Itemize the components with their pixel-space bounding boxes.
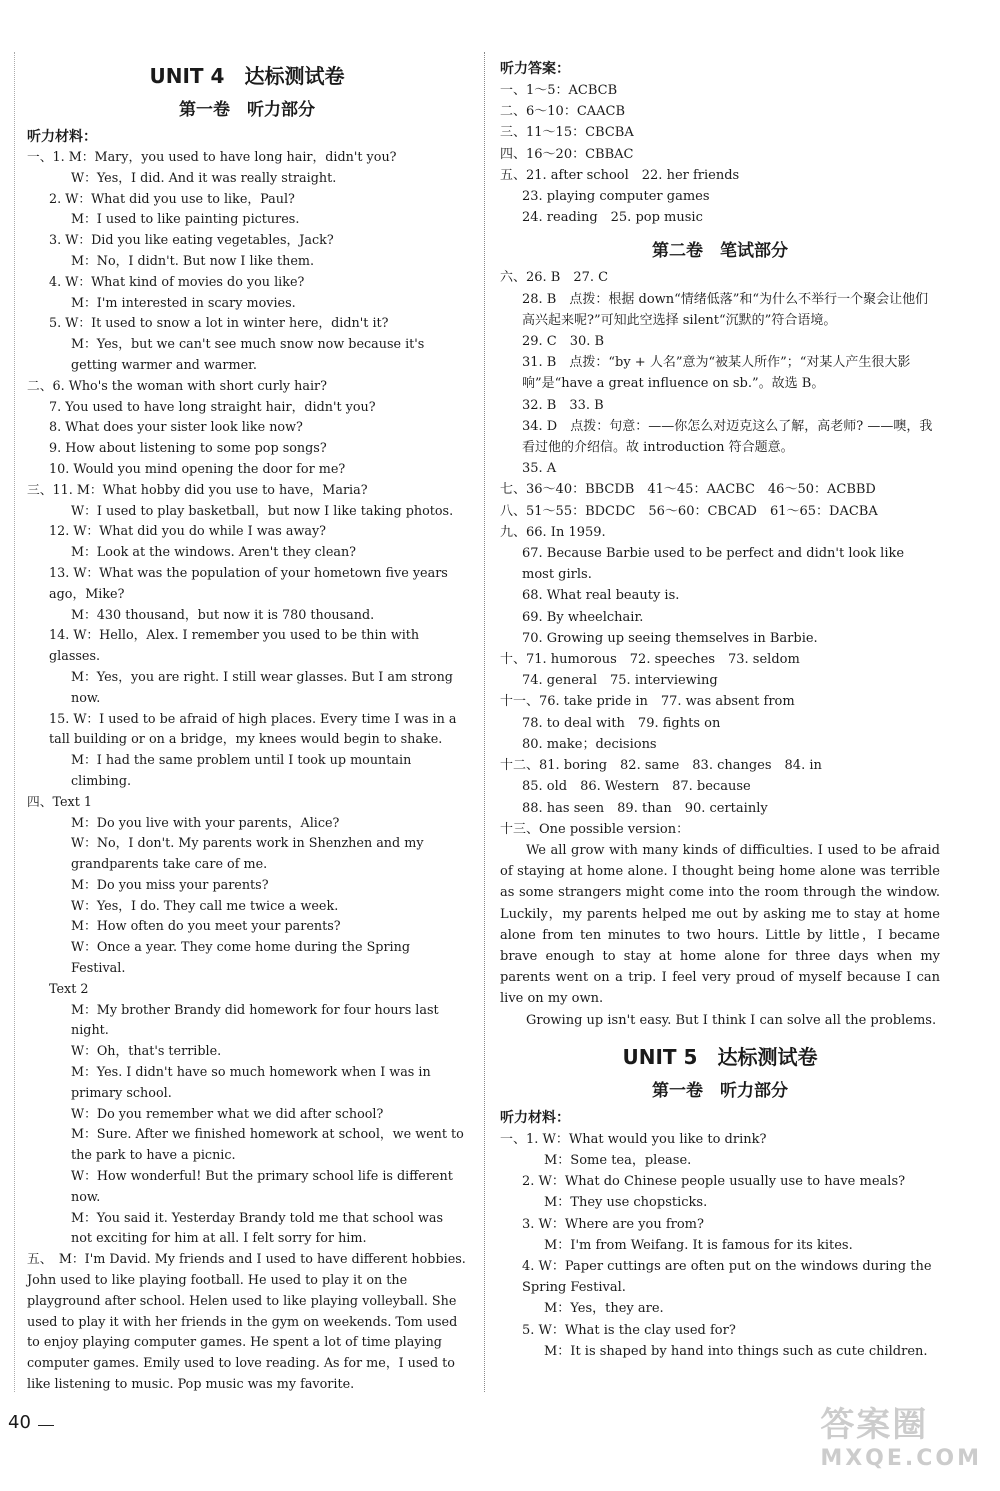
- text-line: 5. W：It used to snow a lot in winter here，didn't it?: [49, 316, 389, 332]
- text-line: 三、11. M：What hobby did you use to have，Maria?: [27, 482, 368, 498]
- text-line: M：Some tea，please.: [544, 1152, 692, 1168]
- text-line: 67. Because Barbie used to be perfect and didn't look like most girls.: [522, 546, 905, 583]
- text-line: W：Once a year. They come home during the Spring Festival.: [71, 940, 411, 977]
- text-line: 三、11～15：CBCBA: [500, 125, 634, 141]
- text-line: 14. W：Hello，Alex. I remember you used to be thin with glasses.: [49, 628, 420, 665]
- text-line: M：Yes，but we can't see much snow now because it's getting warmer and warmer.: [71, 337, 425, 373]
- page-number: 40: [8, 1412, 31, 1433]
- text-line: 85. old 86. Western 87. because: [522, 779, 751, 795]
- text-line: 31. B 点拨：“by + 人名”意为“被某人所作”；“对某人产生很大影响”是“have a great influence on sb.”。故选 B。: [522, 355, 911, 392]
- text-line: 五、21. after school 22. her friends: [500, 167, 740, 183]
- unit5-listening-transcript: [500, 1129, 940, 1362]
- unit4-written-answers: [500, 267, 940, 839]
- text-line: 32. B 33. B: [522, 397, 604, 413]
- text-line: 一、1～5：ACBCB: [500, 83, 618, 98]
- text-line: 8. What does your sister look like now?: [49, 420, 303, 436]
- text-line: 五、 M：I'm David. My friends and I used to have different hobbies. John used to like playing football. He used to play it on the playground after school. Helen used to like playing volleyball. She used to play it with her friends in the gym on weekends. Tom used to enjoy playing computer games. He spent a lot of time playing computer games. Emily used to love reading. As for me，I used to like listening to music. Pop music was my favorite.: [27, 1252, 466, 1393]
- text-line: 四、16～20：CBBAC: [500, 146, 634, 162]
- unit4-listening-transcript: [27, 148, 467, 1396]
- text-line: 7. You used to have long straight hair，didn't you?: [49, 399, 376, 415]
- unit5-part1-title: 第一卷 听力部分: [652, 1080, 788, 1101]
- watermark-bottom: MXQE.COM: [820, 1446, 982, 1471]
- page-edge-rule: [14, 52, 15, 1392]
- text-line: 68. What real beauty is.: [522, 588, 680, 604]
- unit4-part2-title: 第二卷 笔试部分: [652, 241, 788, 262]
- text-line: M：How often do you meet your parents?: [71, 919, 341, 935]
- text-line: 10. Would you mind opening the door for me?: [49, 461, 346, 477]
- text-line: W：Yes，I do. They call me twice a week.: [71, 898, 339, 914]
- right-column: [500, 56, 940, 1362]
- text-line: 一、1. W：What would you like to drink?: [500, 1131, 767, 1147]
- text-line: 八、51～55：BDCDC 56～60：CBCAD 61～65：DACBA: [500, 503, 878, 519]
- text-line: M：Do you live with your parents，Alice?: [71, 815, 340, 831]
- text-line: 70. Growing up seeing themselves in Barbie.: [522, 630, 818, 646]
- text-line: W：I used to play basketball，but now I like taking photos.: [71, 503, 454, 519]
- text-line: M：No，I didn't. But now I like them.: [71, 253, 315, 269]
- text-line: 24. reading 25. pop music: [522, 210, 703, 226]
- watermark-top: 答案圈: [820, 1405, 929, 1445]
- text-line: 二、6～10：CAACB: [500, 104, 626, 120]
- text-line: 13. W：What was the population of your hometown five years ago，Mike?: [49, 565, 448, 602]
- text-line: 九、66. In 1959.: [500, 524, 606, 540]
- text-line: 3. W：Did you like eating vegetables，Jack?: [49, 233, 334, 249]
- text-line: W：Oh，that's terrible.: [71, 1044, 222, 1060]
- text-line: 28. B 点拨：根据 down“情绪低落”和“为什么不举行一个聚会让他们高兴起来呢?”可知此空选择 silent“沉默的”符合语境。: [522, 291, 929, 328]
- left-column: [27, 56, 467, 1396]
- text-line: M：Sure. After we finished homework at school，we went to the park to have a picnic.: [71, 1127, 464, 1164]
- text-line: 十三、One possible version：: [500, 821, 690, 837]
- unit4-part1-title: 第一卷 听力部分: [179, 100, 315, 120]
- essay-paragraph: Growing up isn't easy. But I think I can solve all the problems.: [526, 1012, 937, 1028]
- text-line: 23. playing computer games: [522, 189, 710, 205]
- text-line: 78. to deal with 79. fights on: [522, 715, 721, 731]
- text-line: 34. D 点拨：句意：——你怎么对迈克这么了解，高老师? ——噢，我看过他的介绍信。故 introduction 符合题意。: [522, 418, 933, 456]
- text-line: W：How wonderful! But the primary school life is different now.: [71, 1169, 453, 1205]
- text-line: M：Yes，you are right. I still wear glasses. But I am strong now.: [71, 669, 453, 706]
- text-line: 29. C 30. B: [522, 334, 605, 350]
- text-line: 35. A: [522, 461, 557, 477]
- text-line: W：Yes，I did. And it was really straight.: [71, 170, 337, 186]
- text-line: 七、36～40：BBCDB 41～45：AACBC 46～50：ACBBD: [500, 482, 876, 498]
- text-line: M：They use chopsticks.: [544, 1195, 708, 1211]
- text-line: 4. W：What kind of movies do you like?: [49, 274, 305, 290]
- text-line: M：I'm from Weifang. It is famous for its kites.: [544, 1237, 853, 1253]
- text-line: 88. has seen 89. than 90. certainly: [522, 800, 768, 816]
- unit5-materials-label: 听力材料：: [500, 1109, 570, 1126]
- text-line: M：Yes. I didn't have so much homework when I was in primary school.: [71, 1065, 431, 1101]
- text-line: 15. W：I used to be afraid of high places. Every time I was in a tall building or on a bridge，my knees would begin to shake.: [49, 711, 457, 748]
- text-line: M：Look at the windows. Aren't they clean?: [71, 545, 357, 561]
- text-line: 74. general 75. interviewing: [522, 673, 718, 689]
- page-number-rule: [38, 1425, 54, 1426]
- text-line: M：I had the same problem until I took up mountain climbing.: [71, 753, 412, 789]
- text-line: 12. W：What did you do while I was away?: [49, 524, 327, 540]
- text-line: 十二、81. boring 82. same 83. changes 84. in: [500, 758, 822, 774]
- text-line: 2. W：What do Chinese people usually use to have meals?: [522, 1174, 906, 1190]
- text-line: W：No，I don't. My parents work in Shenzhen and my grandparents take care of me.: [71, 836, 424, 873]
- text-line: 十、71. humorous 72. speeches 73. seldom: [500, 652, 800, 668]
- text-line: 六、26. B 27. C: [500, 270, 609, 286]
- text-line: M：Yes，they are.: [544, 1301, 664, 1317]
- text-line: 69. By wheelchair.: [522, 609, 644, 625]
- unit4-title: UNIT 4 达标测试卷: [149, 64, 345, 88]
- unit4-answers-label: 听力答案：: [500, 61, 570, 77]
- text-line: 四、Text 1: [27, 794, 93, 810]
- text-line: M：Do you miss your parents?: [71, 877, 269, 893]
- essay-paragraph: We all grow with many kinds of difficulties. I used to be afraid of staying at home alone. I thought being home alone was terrible as some strangers might come into the room through the window. Luckily，my parents helped me out by asking me to stay at home alone from ten minutes to two hours. Little by little，I became brave enough to stay at home alone for three days when my parents went on a trip. I feel very proud of myself because I can live on my own.: [500, 842, 940, 1007]
- text-line: 二、6. Who's the woman with short curly hair?: [27, 378, 327, 394]
- text-line: 3. W：Where are you from?: [522, 1216, 704, 1232]
- text-line: 一、1. M：Mary，you used to have long hair，didn't you?: [27, 150, 397, 165]
- text-line: 80. make；decisions: [522, 736, 657, 752]
- text-line: M：It is shaped by hand into things such as cute children.: [544, 1343, 928, 1359]
- text-line: M：I used to like painting pictures.: [71, 212, 300, 228]
- text-line: 2. W：What did you use to like，Paul?: [49, 191, 295, 207]
- text-line: 十一、76. take pride in 77. was absent from: [500, 694, 795, 710]
- text-line: W：Do you remember what we did after school?: [71, 1106, 384, 1122]
- unit4-materials-label: 听力材料：: [27, 129, 97, 145]
- text-line: 5. W：What is the clay used for?: [522, 1322, 736, 1338]
- unit4-listening-answers: [500, 80, 940, 228]
- column-divider: [484, 52, 485, 1392]
- text-line: M：430 thousand，but now it is 780 thousand.: [71, 607, 375, 623]
- text-line: 4. W：Paper cuttings are often put on the windows during the Spring Festival.: [522, 1258, 932, 1296]
- unit4-essay: [500, 840, 940, 1031]
- unit5-title: UNIT 5 达标测试卷: [622, 1044, 818, 1069]
- text-line: 9. How about listening to some pop songs?: [49, 441, 327, 457]
- watermark-logo: [820, 1397, 982, 1471]
- text-line: M：You said it. Yesterday Brandy told me that school was not exciting for him at all. I felt sorry for him.: [71, 1210, 444, 1247]
- text-line: M：My brother Brandy did homework for four hours last night.: [71, 1002, 439, 1039]
- text-line: M：I'm interested in scary movies.: [71, 295, 296, 311]
- text-line: Text 2: [49, 981, 89, 997]
